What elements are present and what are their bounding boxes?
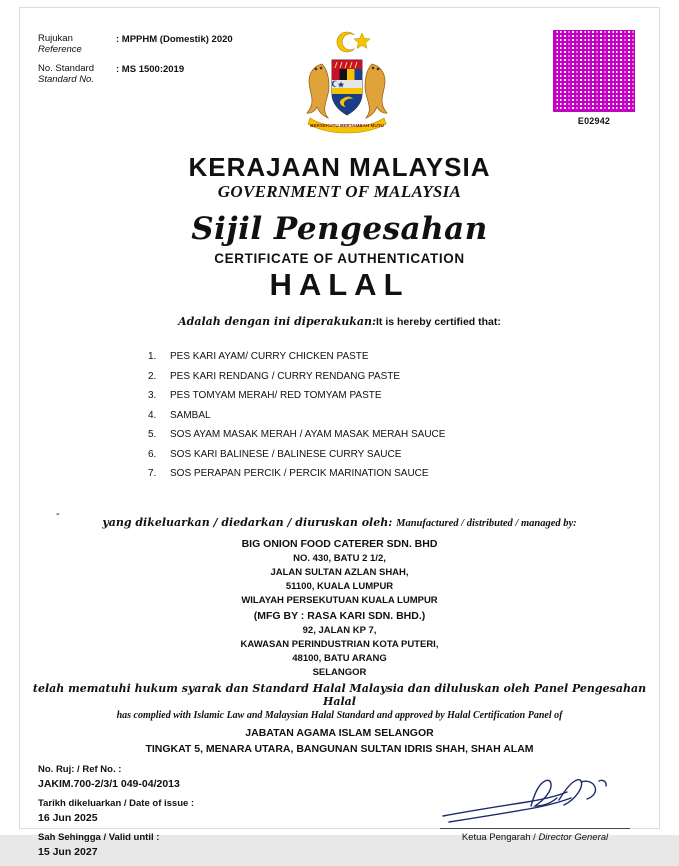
compliance-statement (20, 682, 659, 721)
malaysia-coat-of-arms-icon (288, 26, 406, 144)
reference-block (38, 34, 308, 94)
signature-label (430, 832, 640, 843)
list-item (148, 351, 445, 362)
certified-statement (20, 315, 659, 328)
manufacturer-heading (20, 516, 659, 529)
manufacturing-site-address-line: KAWASAN PERINDUSTRIAN KOTA PUTERI, (240, 638, 439, 650)
valid-until-label: Sah Sehingga / Valid until : (38, 831, 160, 843)
company-address-line: 51100, KUALA LUMPUR (285, 580, 394, 592)
company-block (20, 537, 659, 607)
product-name: SOS KARI BALINESE / BALINESE CURRY SAUCE (170, 448, 402, 460)
standard-label-ms: No. Standard (38, 62, 94, 74)
company-address-line: NO. 430, BATU 2 1/2, (293, 553, 386, 565)
reference-no-value: JAKIM.700-2/3/1 049-04/2013 (38, 777, 180, 790)
signature-block (430, 776, 640, 843)
signature-line (440, 828, 630, 829)
reference-label-ms: Rujukan (38, 33, 73, 44)
issue-date-label: Tarikh dikeluarkan / Date of issue : (38, 797, 195, 809)
authority-name: JABATAN AGAMA ISLAM SELANGOR (245, 727, 434, 739)
product-list (148, 351, 445, 488)
reference-label-en: Reference (38, 43, 82, 55)
manufacturer-heading-en: Manufactured / distributed / managed by: (396, 518, 577, 529)
title-government-of-malaysia: GOVERNMENT OF MALAYSIA (217, 182, 462, 202)
list-item (148, 390, 445, 401)
title-block (20, 154, 659, 328)
list-item (148, 429, 445, 440)
qr-code-block (551, 30, 637, 126)
product-number: 4. (148, 409, 157, 421)
manufacturing-site-block (20, 609, 659, 679)
manufacturing-site-name: (MFG BY : RASA KARI SDN. BHD.) (253, 610, 426, 622)
product-name: SOS PERAPAN PERCIK / PERCIK MARINATION SAUCE (170, 468, 429, 479)
product-name: PES TOMYAM MERAH/ RED TOMYAM PASTE (170, 390, 382, 401)
product-name: PES KARI AYAM/ CURRY CHICKEN PASTE (170, 351, 369, 362)
standard-row (38, 64, 308, 86)
certified-statement-ms: Adalah dengan ini diperakukan: (178, 315, 377, 329)
title-kerajaan-malaysia: KERAJAAN MALAYSIA (188, 152, 491, 182)
product-name: SOS AYAM MASAK MERAH / AYAM MASAK MERAH SAUCE (170, 429, 446, 440)
signature-icon (435, 776, 635, 828)
product-number: 7. (148, 468, 157, 479)
company-name: BIG ONION FOOD CATERER SDN. BHD (241, 538, 438, 550)
manufacturing-site-address-line: 92, JALAN KP 7, (302, 625, 377, 637)
reference-value: : MPPHM (Domestik) 2020 (116, 34, 233, 45)
product-number: 3. (148, 390, 157, 401)
list-item (148, 410, 445, 421)
certifying-authority (20, 726, 659, 758)
product-number: 1. (148, 351, 157, 362)
manufacturing-site-address-line: SELANGOR (312, 666, 367, 678)
signature-label-ms: Ketua Pengarah (461, 832, 531, 843)
certificate-sheet (20, 8, 659, 858)
product-number: 2. (148, 370, 157, 382)
standard-labels (38, 64, 116, 86)
certified-statement-en: It is hereby certified that: (376, 316, 501, 329)
company-address-line: WILAYAH PERSEKUTUAN KUALA LUMPUR (241, 594, 438, 606)
standard-value: : MS 1500:2019 (116, 63, 185, 75)
product-number: 6. (148, 448, 157, 460)
list-item (148, 449, 445, 460)
list-item (148, 371, 445, 382)
valid-until-value: 15 Jun 2027 (38, 845, 98, 858)
authority-address: TINGKAT 5, MENARA UTARA, BANGUNAN SULTAN IDRIS SHAH, SHAH ALAM (145, 742, 534, 755)
title-sijil-pengesahan: Sijil Pengesahan (191, 211, 488, 248)
qr-code-icon[interactable] (553, 30, 635, 112)
signature-label-separator: / (530, 832, 539, 843)
reference-labels (38, 34, 116, 56)
standard-label-en: Standard No. (38, 73, 94, 85)
manufacturer-heading-ms: yang dikeluarkan / diedarkan / diuruskan oleh: (102, 516, 393, 529)
product-name: PES KARI RENDANG / CURRY RENDANG PASTE (170, 370, 401, 382)
company-address-line: JALAN SULTAN AZLAN SHAH, (270, 566, 409, 578)
title-certificate-of-authentication: CERTIFICATE OF AUTHENTICATION (214, 251, 465, 267)
qr-code-label: E02942 (577, 116, 611, 126)
svg-text:BERSEKUTU BERTAMBAH MUTU: BERSEKUTU BERTAMBAH MUTU (310, 123, 384, 128)
list-item (148, 468, 445, 479)
product-name: SAMBAL (170, 409, 211, 421)
compliance-statement-ms: telah mematuhi hukum syarak dan Standard Halal Malaysia dan diluluskan oleh Panel Pengesahan Halal (32, 682, 647, 708)
margin-dash-mark: - (56, 508, 60, 520)
manufacturing-site-address-line: 48100, BATU ARANG (292, 652, 387, 664)
signature-label-en: Director General (538, 832, 609, 843)
title-halal: HALAL (269, 267, 410, 303)
reference-row (38, 34, 308, 56)
compliance-statement-en: has complied with Islamic Law and Malaysian Halal Standard and approved by Halal Certification Panel of (116, 710, 563, 721)
issue-date-value: 16 Jun 2025 (38, 811, 98, 824)
reference-no-label: No. Ruj: / Ref No. : (38, 764, 122, 775)
product-number: 5. (148, 429, 157, 440)
footer-details (38, 764, 194, 866)
